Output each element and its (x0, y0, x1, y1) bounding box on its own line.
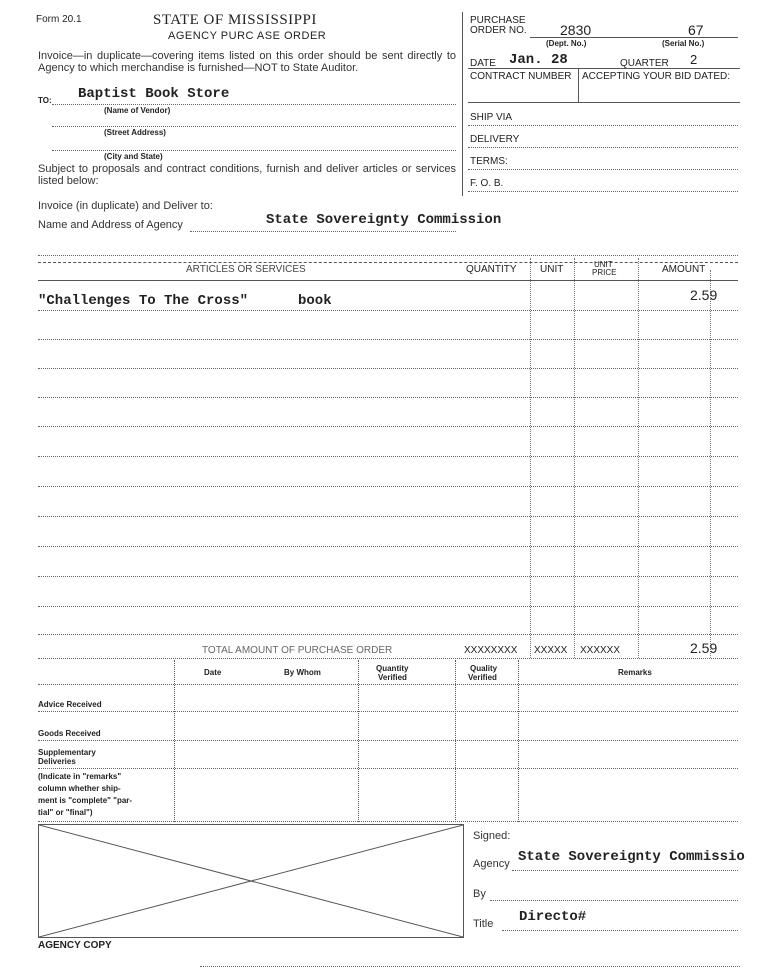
supplementary-label-1: Supplementary (38, 748, 96, 757)
contract-number-label: CONTRACT NUMBER (470, 71, 572, 82)
goods-received-label: Goods Received (38, 729, 101, 738)
col-quality-verified-header-2: Verified (468, 673, 497, 682)
date-value: Jan. 28 (509, 52, 568, 68)
items-top-line (38, 262, 738, 263)
col-date-header: Date (204, 668, 222, 677)
item-article: "Challenges To The Cross" (38, 293, 249, 309)
total-label: TOTAL AMOUNT OF PURCHASE ORDER (202, 645, 393, 656)
agency-address-line (38, 255, 738, 256)
col-remarks-header: Remarks (618, 668, 652, 677)
fob-label: F. O. B. (470, 178, 504, 189)
delivery-label: DELIVERY (470, 134, 520, 145)
signature-agency-value: State Sovereignty Commissio (518, 849, 745, 865)
signature-by-line (490, 900, 738, 901)
po-label-line2: ORDER NO. (470, 25, 527, 36)
total-amount: 2.59 (690, 640, 718, 656)
col-divider-unit (574, 258, 575, 658)
item-row-line (38, 339, 738, 340)
item-row-line (38, 426, 738, 427)
indicate-note-4: tial" or "final") (38, 808, 93, 817)
receiving-row-line (38, 711, 738, 712)
po-number-line (530, 37, 738, 38)
col-unit-header: UNIT (540, 264, 564, 275)
item-row-line (38, 456, 738, 457)
signed-label: Signed: (473, 830, 511, 842)
item-amount: 2.59 (690, 287, 718, 303)
void-cross-icon (39, 825, 463, 937)
col-unit-price-header-2: PRICE (592, 268, 617, 277)
items-header-bottom-line (38, 280, 738, 281)
document-title: AGENCY PURC ASE ORDER (168, 30, 327, 42)
city-label: (City and State) (104, 152, 163, 161)
city-line (52, 150, 456, 151)
col-quantity-header: QUANTITY (466, 264, 517, 275)
item-row-line (38, 576, 738, 577)
total-line (38, 658, 738, 659)
agency-name-label: Name and Address of Agency (38, 219, 183, 231)
indicate-note-1: (Indicate in "remarks" (38, 772, 122, 781)
col-amount-header: AMOUNT (662, 264, 706, 275)
item-row-line (38, 516, 738, 517)
form-number: Form 20.1 (36, 14, 82, 25)
col-divider-quantity (530, 258, 531, 658)
signature-by-label: By (473, 888, 486, 900)
col-quantity-verified-header-2: Verified (378, 673, 407, 682)
total-price-x: XXXXXX (580, 645, 621, 656)
agency-name: State Sovereignty Commission (266, 212, 502, 228)
terms-line (468, 169, 738, 170)
indicate-note-2: column whether ship- (38, 784, 121, 793)
agency-name-line (190, 231, 456, 232)
serial-no-label: (Serial No.) (662, 39, 705, 48)
signature-agency-line (512, 870, 738, 871)
to-label: TO: (38, 96, 52, 105)
receiving-bottom-line (38, 821, 738, 822)
advice-received-label: Advice Received (38, 700, 102, 709)
contract-box-bottom (468, 102, 740, 103)
signature-title-line (502, 930, 738, 931)
contract-box-divider (578, 68, 579, 102)
street-label: (Street Address) (104, 128, 166, 137)
agency-copy-label: AGENCY COPY (38, 940, 112, 951)
street-line (52, 126, 456, 127)
col-quality-verified-header-1: Quality (470, 664, 498, 673)
receiving-row-line (38, 768, 738, 769)
quarter-value: 2 (690, 52, 698, 67)
item-row-line (38, 546, 738, 547)
invoice-instructions: Invoice—in duplicate—covering items listed on this order should be sent directly to Agency to which merchandise is furnished—NOT to State Auditor. (38, 50, 456, 74)
state-title: STATE OF MISSISSIPPI (153, 12, 317, 28)
receiving-header-line (38, 684, 738, 685)
receiving-row-line (38, 740, 738, 741)
date-label: DATE (470, 58, 496, 69)
vendor-name-line (52, 104, 456, 105)
col-quantity-verified-header-1: Quantity (376, 664, 409, 673)
dept-no-label: (Dept. No.) (546, 39, 587, 48)
vendor-name-label: (Name of Vendor) (104, 106, 171, 115)
quarter-label: QUARTER (620, 58, 669, 69)
ship-via-line (468, 125, 738, 126)
delivery-line (468, 147, 738, 148)
item-row-line (38, 310, 738, 311)
supplementary-label-2: Deliveries (38, 757, 76, 766)
dept-number: 2830 (560, 22, 592, 38)
item-row-line (38, 606, 738, 607)
indicate-note-3: ment is "complete" "par- (38, 796, 133, 805)
item-unit: book (298, 293, 332, 309)
subject-text: Subject to proposals and contract conditions, furnish and deliver articles or services listed below: (38, 163, 456, 187)
signature-title-value: Directo# (519, 909, 587, 925)
vendor-name: Baptist Book Store (78, 86, 230, 102)
ship-via-label: SHIP VIA (470, 112, 513, 123)
accepting-bid-label: ACCEPTING YOUR BID DATED: (582, 71, 730, 82)
fob-line (468, 191, 738, 192)
item-row-line (38, 368, 738, 369)
po-label-line1: PURCHASE (470, 15, 526, 26)
col-unit-price-header-1: UNIT (594, 260, 613, 269)
signature-title-label: Title (473, 918, 494, 930)
bottom-edge-line (200, 966, 740, 967)
item-row-line (38, 634, 738, 635)
total-quantity-x: XXXXXXXX (464, 645, 518, 656)
col-articles-header: ARTICLES OR SERVICES (186, 264, 306, 275)
invoice-deliver-label: Invoice (in duplicate) and Deliver to: (38, 200, 213, 212)
terms-label: TERMS: (470, 156, 508, 167)
serial-number: 67 (688, 22, 704, 38)
void-box (38, 824, 464, 938)
signature-agency-label: Agency (473, 858, 510, 870)
item-row-line (38, 397, 738, 398)
col-divider-cents (710, 270, 711, 658)
col-divider-price (638, 258, 639, 658)
col-by-whom-header: By Whom (284, 668, 321, 677)
total-unit-x: XXXXX (534, 645, 568, 656)
contract-box-top (468, 68, 740, 69)
right-panel-border (462, 12, 463, 196)
item-row-line (38, 486, 738, 487)
